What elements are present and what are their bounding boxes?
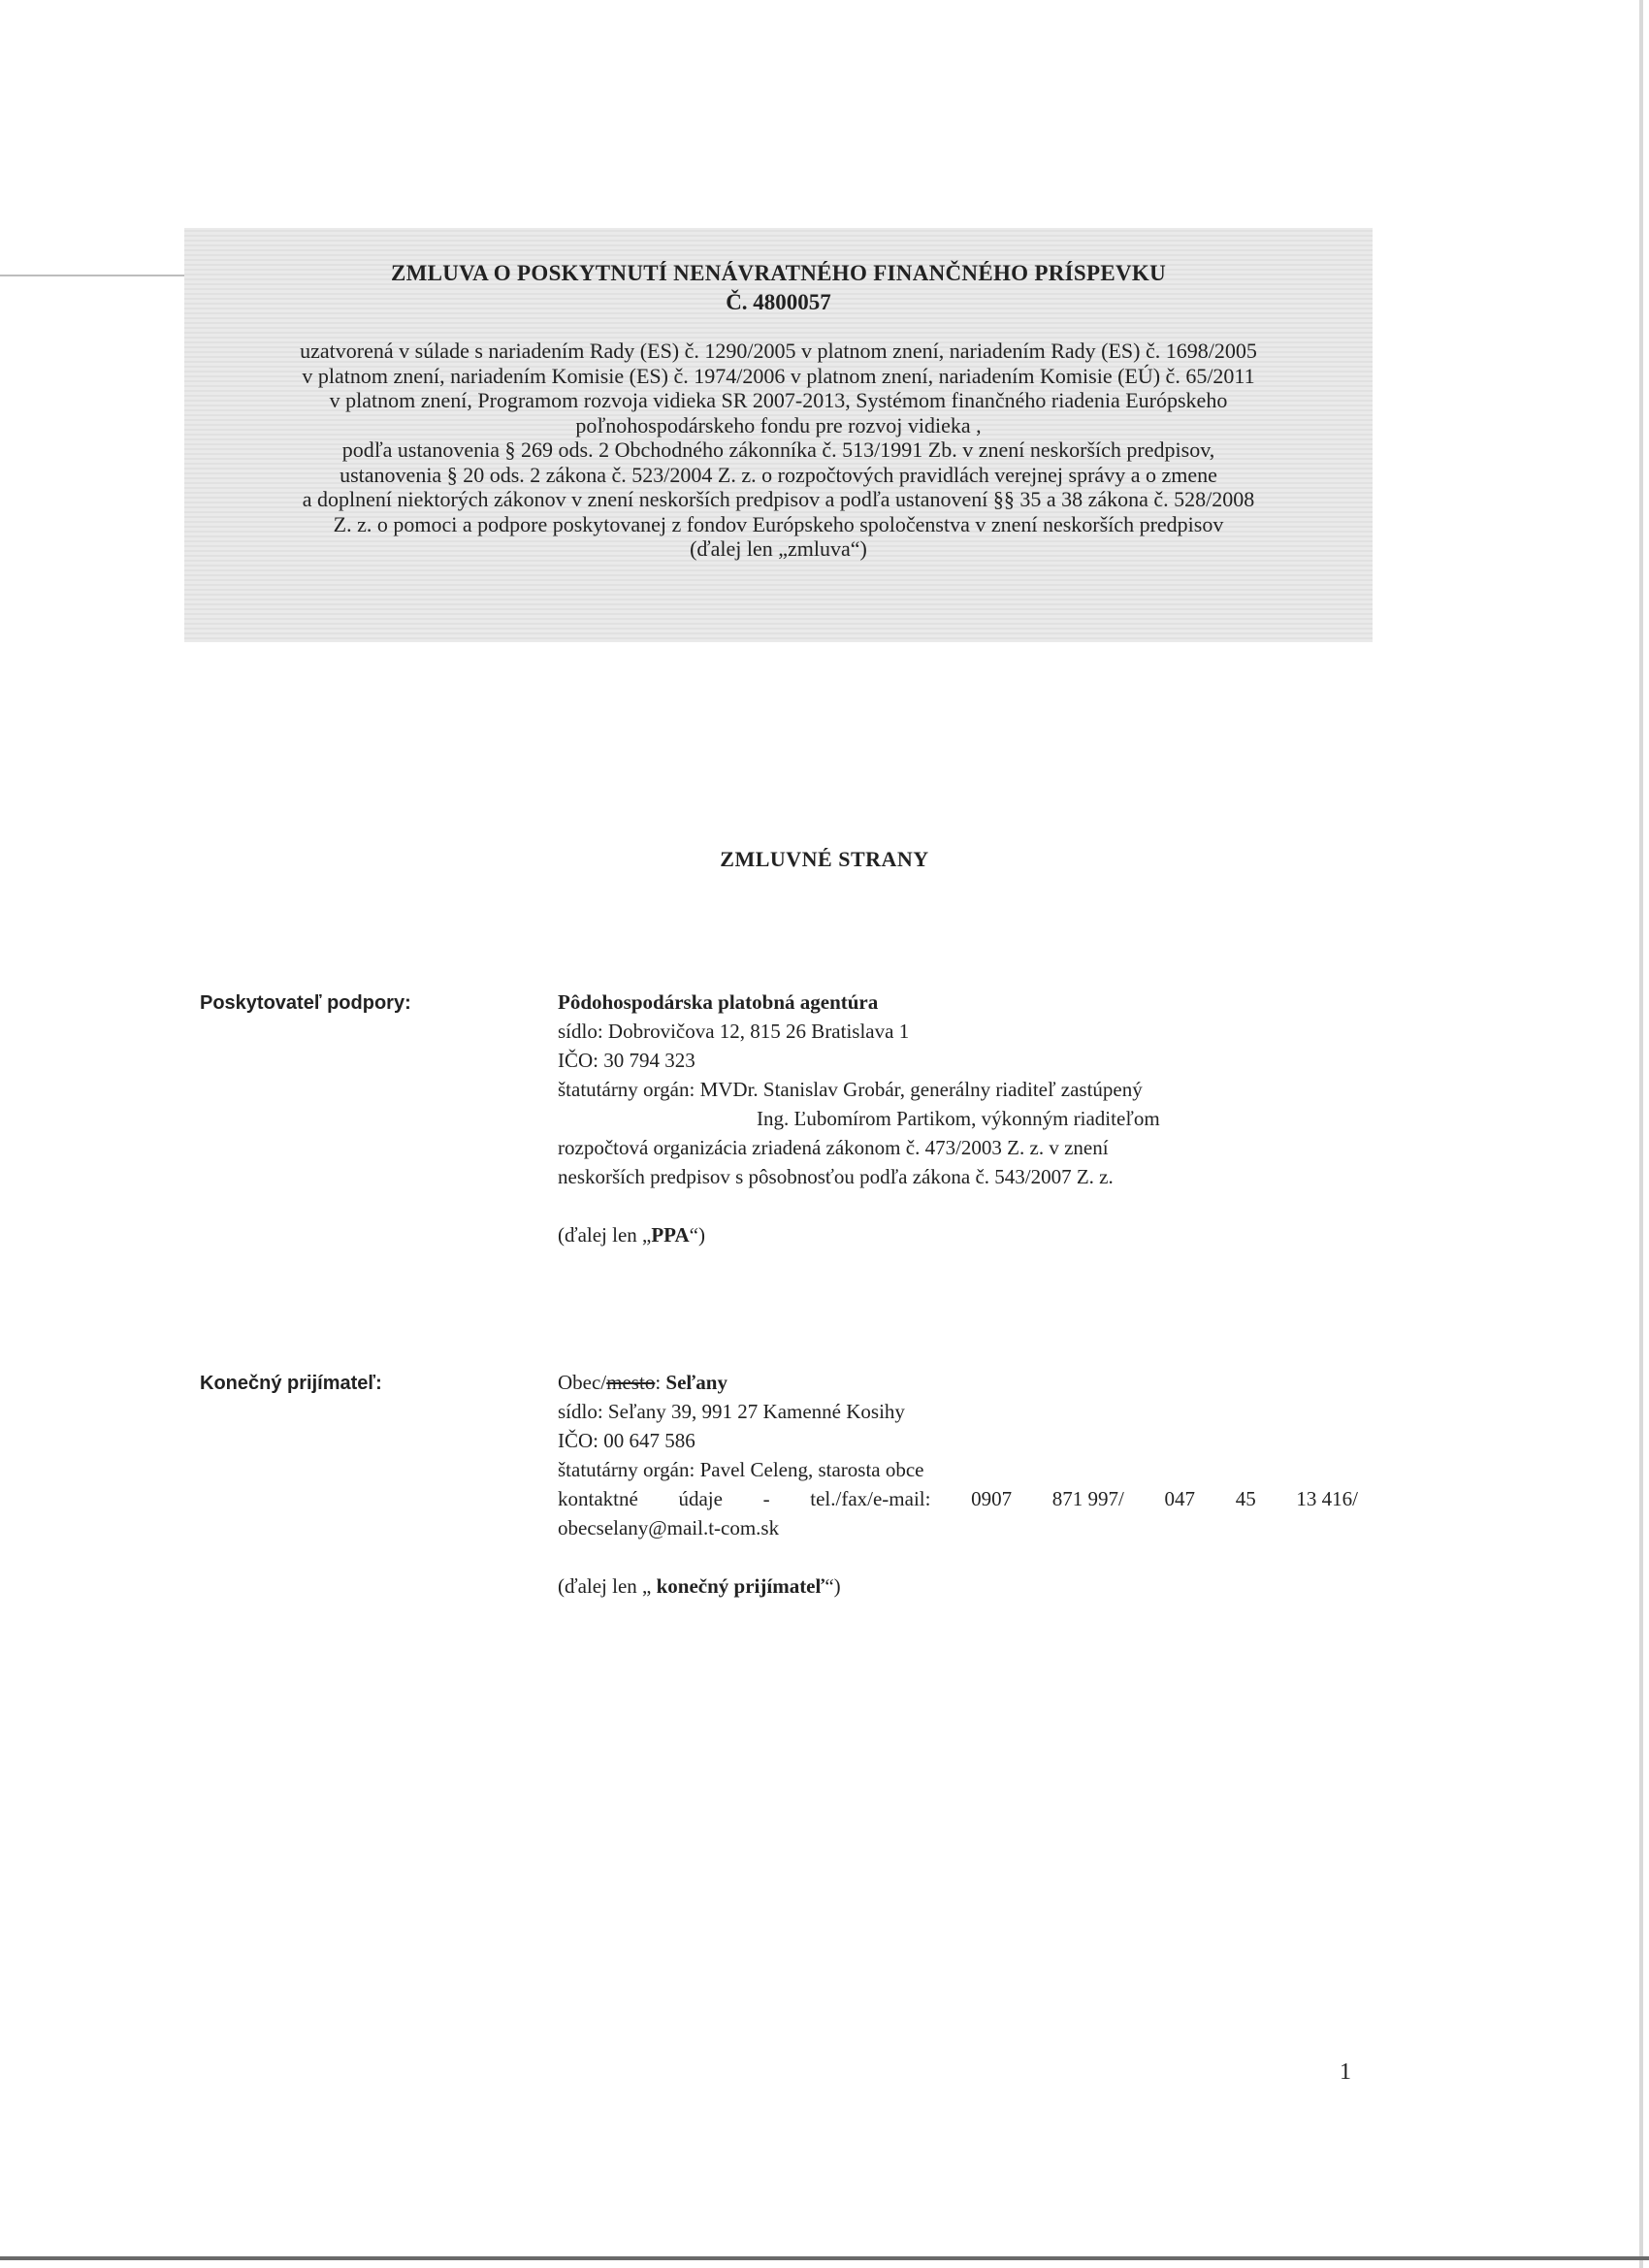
- provider-statutory: štatutárny orgán: MVDr. Stanislav Grobár, generálny riaditeľ zastúpený: [558, 1078, 1143, 1101]
- provider-address: sídlo: Dobrovičova 12, 815 26 Bratislava 1: [558, 1020, 910, 1043]
- recipient-type: [558, 1368, 1363, 1397]
- legal-line: a doplnení niektorých zákonov v znení neskorších predpisov a podľa ustanovení §§ 35 a 38 zákona č. 528/2008: [302, 487, 1255, 511]
- recipient-address: sídlo: Seľany 39, 991 27 Kamenné Kosihy: [558, 1400, 905, 1423]
- legal-line: ustanovenia § 20 ods. 2 zákona č. 523/2004 Z. z. o rozpočtových pravidlách verejnej správy a o zmene: [340, 462, 1217, 487]
- recipient-label: Konečný prijímateľ:: [200, 1373, 382, 1394]
- provider-statutory-representative: Ing. Ľubomírom Partikom, výkonným riaditeľom: [757, 1107, 1160, 1130]
- scan-artifact-line: [0, 275, 204, 276]
- provider-organization-line: rozpočtová organizácia zriadená zákonom č. 473/2003 Z. z. v znení: [558, 1136, 1109, 1159]
- legal-line: v platnom znení, nariadením Komisie (ES) č. 1974/2006 v platnom znení, nariadením Komisie (EÚ) č. 65/2011: [302, 363, 1255, 388]
- recipient-alias: [558, 1571, 1363, 1601]
- contact-part: 0907: [971, 1487, 1013, 1510]
- scan-artifact-bottom: [0, 2256, 1649, 2260]
- legal-line: v platnom znení, Programom rozvoja vidieka SR 2007-2013, Systémom finančného riadenia Európskeho: [329, 388, 1228, 412]
- recipient-alias-prefix: (ďalej len „: [558, 1574, 657, 1598]
- contract-header: [184, 228, 1373, 642]
- contact-part: 45: [1235, 1487, 1256, 1510]
- contact-part: 871 997/: [1051, 1487, 1124, 1510]
- provider-ico: IČO: 30 794 323: [558, 1049, 695, 1072]
- contact-part: tel./fax/e-mail:: [810, 1487, 931, 1510]
- recipient-ico: IČO: 00 647 586: [558, 1429, 695, 1452]
- provider-alias-prefix: (ďalej len „: [558, 1223, 652, 1247]
- scan-artifact-edge: [1639, 0, 1643, 2268]
- recipient-type-struck: mesto: [606, 1371, 656, 1394]
- contact-part: -: [762, 1487, 770, 1510]
- legal-line: uzatvorená v súlade s nariadením Rady (ES) č. 1290/2005 v platnom znení, nariadením Rady (ES) č. 1698/2005: [300, 339, 1257, 363]
- recipient-alias-name: konečný prijímateľ: [656, 1574, 825, 1598]
- legal-basis: [184, 339, 1373, 562]
- contract-number: Č. 4800057: [726, 290, 831, 314]
- legal-line: (ďalej len „zmluva“): [690, 536, 867, 561]
- recipient-contact: [558, 1484, 1358, 1513]
- provider-alias: [558, 1220, 1363, 1249]
- contact-part: 047: [1164, 1487, 1196, 1510]
- recipient-alias-suffix: “): [824, 1574, 841, 1598]
- legal-line: poľnohospodárskeho fondu pre rozvoj vidieka ,: [575, 412, 982, 437]
- recipient-name: Seľany: [665, 1371, 728, 1394]
- contact-part: kontaktné: [558, 1487, 638, 1510]
- contact-part: údaje: [678, 1487, 723, 1510]
- provider-label: Poskytovateľ podpory:: [200, 992, 411, 1014]
- recipient-block: [558, 1368, 1363, 1601]
- recipient-statutory: štatutárny orgán: Pavel Celeng, starosta obce: [558, 1458, 924, 1481]
- section-title: ZMLUVNÉ STRANY: [720, 847, 929, 871]
- provider-alias-name: PPA: [651, 1223, 690, 1247]
- page-number: 1: [1340, 2059, 1351, 2085]
- contact-part: 13 416/: [1296, 1487, 1358, 1510]
- legal-line: podľa ustanovenia § 269 ods. 2 Obchodného zákonníka č. 513/1991 Zb. v znení neskorších predpisov,: [341, 437, 1215, 462]
- provider-name: Pôdohospodárska platobná agentúra: [558, 990, 879, 1014]
- provider-alias-suffix: “): [689, 1223, 705, 1247]
- recipient-type-colon: :: [655, 1371, 666, 1394]
- provider-block: [558, 988, 1363, 1249]
- recipient-type-prefix: Obec/: [558, 1371, 607, 1394]
- recipient-email: obecselany@mail.t-com.sk: [558, 1516, 780, 1539]
- legal-line: Z. z. o pomoci a podpore poskytovanej z fondov Európskeho spoločenstva v znení neskorších predpisov: [333, 511, 1224, 536]
- provider-organization-line: neskorších predpisov s pôsobnosťou podľa zákona č. 543/2007 Z. z.: [558, 1165, 1114, 1188]
- contract-title: ZMLUVA O POSKYTNUTÍ NENÁVRATNÉHO FINANČNÉHO PRÍSPEVKU: [390, 261, 1167, 285]
